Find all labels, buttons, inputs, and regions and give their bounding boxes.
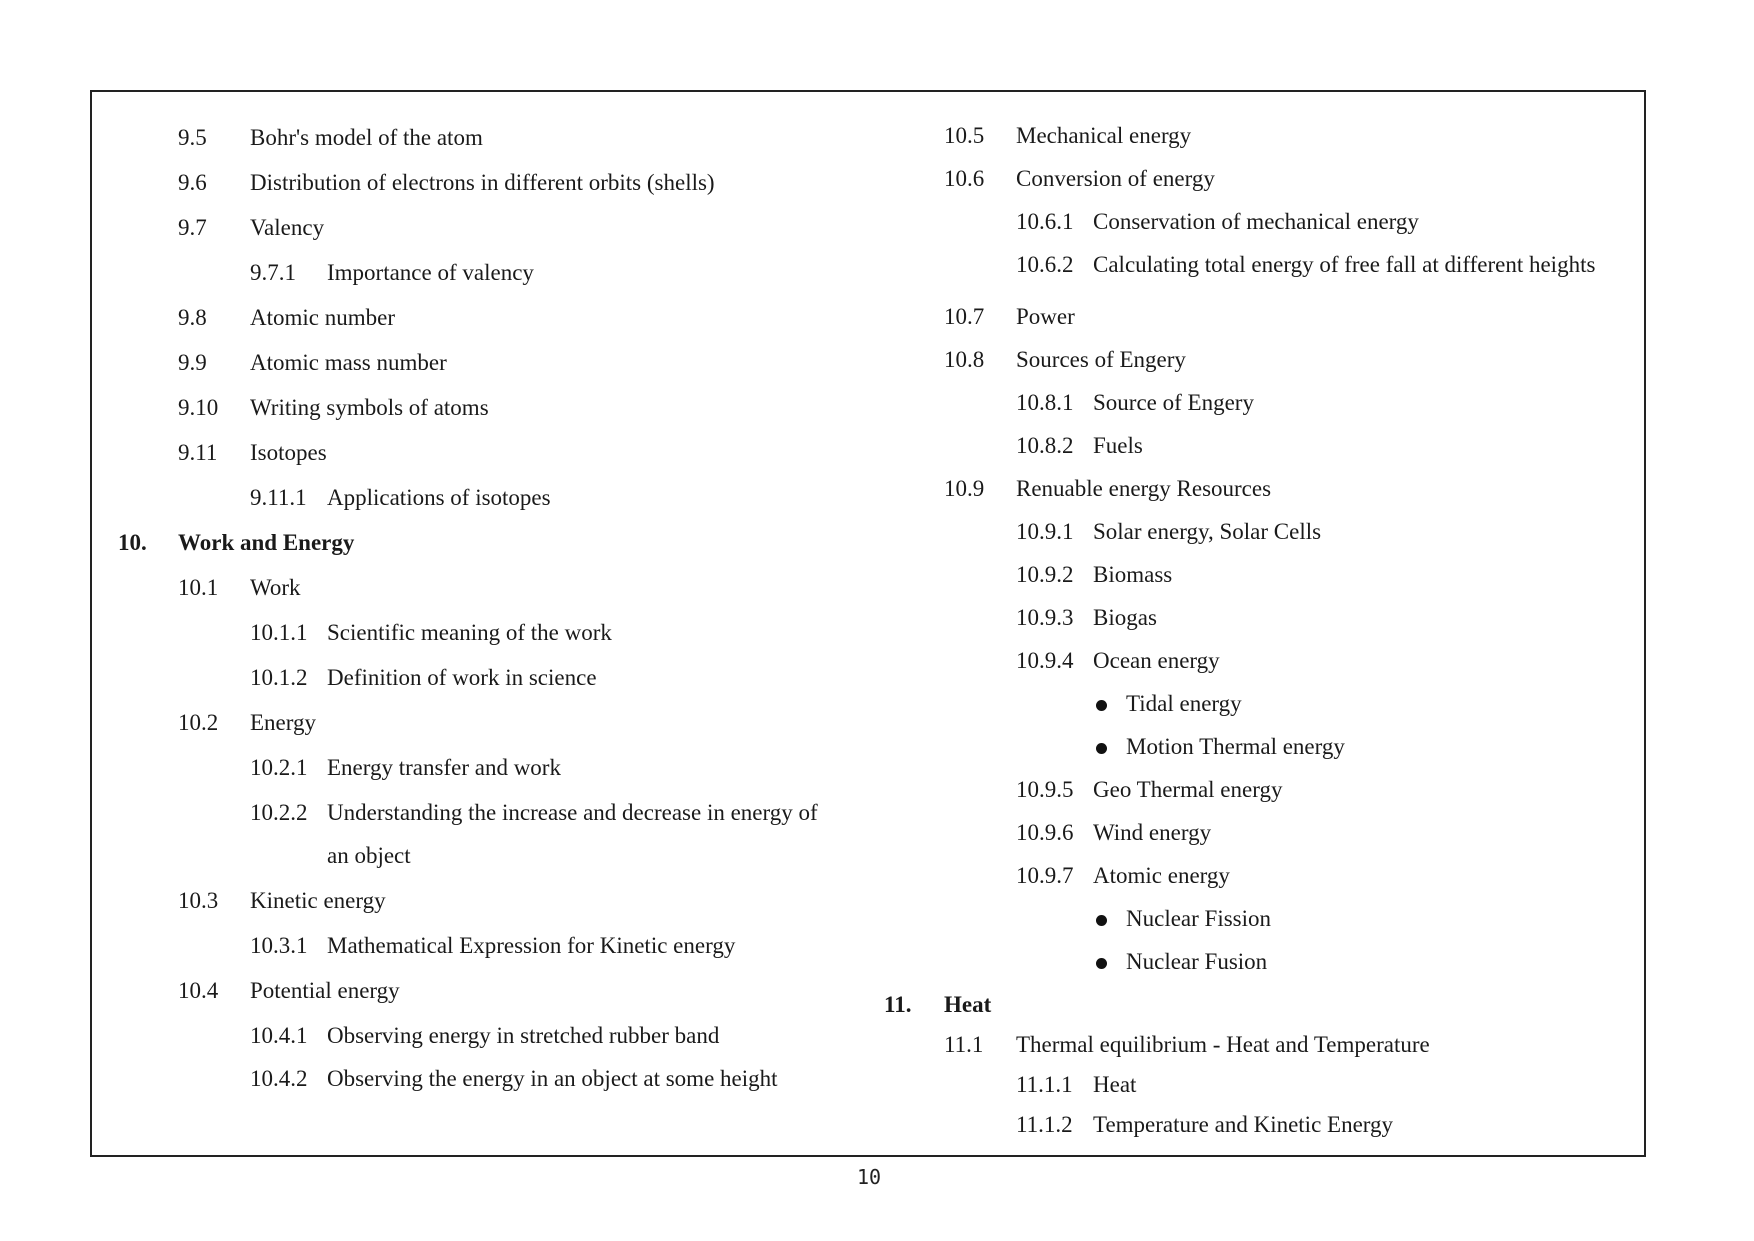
toc-number: 10.9 bbox=[944, 476, 985, 501]
bullet-icon bbox=[1096, 915, 1107, 926]
toc-title: Source of Engery bbox=[1093, 390, 1254, 415]
chapter-number: 10. bbox=[118, 530, 147, 555]
bullet-icon bbox=[1096, 700, 1107, 711]
toc-title: Heat bbox=[1093, 1072, 1137, 1097]
toc-number: 10.6 bbox=[944, 166, 985, 191]
toc-title: Isotopes bbox=[250, 440, 327, 465]
toc-title: Thermal equilibrium - Heat and Temperature bbox=[1016, 1032, 1430, 1057]
toc-number: 10.9.6 bbox=[1016, 820, 1074, 845]
chapter-title: Work and Energy bbox=[178, 530, 355, 555]
toc-number: 9.8 bbox=[178, 305, 207, 330]
toc-title: Atomic mass number bbox=[250, 350, 447, 375]
toc-number: 10.9.2 bbox=[1016, 562, 1074, 587]
toc-title: Power bbox=[1016, 304, 1075, 329]
toc-title: Energy bbox=[250, 710, 317, 735]
toc-number: 10.2.1 bbox=[250, 755, 308, 780]
toc-title: Ocean energy bbox=[1093, 648, 1220, 673]
bullet-text: Nuclear Fission bbox=[1126, 906, 1272, 931]
toc-title: Sources of Engery bbox=[1016, 347, 1186, 372]
toc-title: Definition of work in science bbox=[327, 665, 597, 690]
toc-title: Calculating total energy of free fall at different heights bbox=[1093, 252, 1596, 277]
toc-number: 10.2 bbox=[178, 710, 219, 735]
toc-number: 9.6 bbox=[178, 170, 207, 195]
bullet-text: Motion Thermal energy bbox=[1126, 734, 1345, 759]
toc-number: 10.1 bbox=[178, 575, 219, 600]
toc-title: Work bbox=[250, 575, 301, 600]
toc-title: Importance of valency bbox=[327, 260, 534, 285]
toc-title: Temperature and Kinetic Energy bbox=[1093, 1112, 1394, 1137]
toc-title: Potential energy bbox=[250, 978, 400, 1003]
toc-number: 10.3.1 bbox=[250, 933, 308, 958]
toc-number: 10.2.2 bbox=[250, 800, 308, 825]
toc-title: Wind energy bbox=[1093, 820, 1212, 845]
toc-number: 9.10 bbox=[178, 395, 219, 420]
bullet-text: Nuclear Fusion bbox=[1126, 949, 1268, 974]
toc-title: Observing energy in stretched rubber band bbox=[327, 1023, 720, 1048]
toc-number: 11.1.2 bbox=[1016, 1112, 1073, 1137]
toc-number: 9.9 bbox=[178, 350, 207, 375]
toc-title: Scientific meaning of the work bbox=[327, 620, 612, 645]
chapter-number: 11. bbox=[884, 992, 912, 1017]
toc-number: 10.1.2 bbox=[250, 665, 308, 690]
toc-number: 10.4.2 bbox=[250, 1066, 308, 1091]
toc-title: an object bbox=[327, 843, 411, 868]
toc-number: 11.1.1 bbox=[1016, 1072, 1073, 1097]
toc-number: 10.7 bbox=[944, 304, 985, 329]
chapter-title: Heat bbox=[944, 992, 992, 1017]
toc-title: Conversion of energy bbox=[1016, 166, 1215, 191]
toc-title: Mechanical energy bbox=[1016, 123, 1192, 148]
toc-number: 10.4.1 bbox=[250, 1023, 308, 1048]
toc-number: 10.1.1 bbox=[250, 620, 308, 645]
toc-title: Kinetic energy bbox=[250, 888, 386, 913]
bullet-icon bbox=[1096, 743, 1107, 754]
toc-number: 10.8.2 bbox=[1016, 433, 1074, 458]
toc-number: 10.4 bbox=[178, 978, 219, 1003]
bullet-icon bbox=[1096, 958, 1107, 969]
toc-title: Energy transfer and work bbox=[327, 755, 561, 780]
toc-number: 10.6.1 bbox=[1016, 209, 1074, 234]
toc-number: 10.6.2 bbox=[1016, 252, 1074, 277]
toc-number: 10.5 bbox=[944, 123, 985, 148]
toc-number: 10.9.3 bbox=[1016, 605, 1074, 630]
toc-title: Atomic number bbox=[250, 305, 395, 330]
toc-number: 10.9.4 bbox=[1016, 648, 1074, 673]
toc-title: Fuels bbox=[1093, 433, 1143, 458]
toc-title: Renuable energy Resources bbox=[1016, 476, 1272, 501]
toc-title: Bohr's model of the atom bbox=[250, 125, 483, 150]
toc-number: 9.5 bbox=[178, 125, 207, 150]
toc-title: Conservation of mechanical energy bbox=[1093, 209, 1419, 234]
toc-number: 10.9.5 bbox=[1016, 777, 1074, 802]
toc-title: Valency bbox=[250, 215, 325, 240]
toc-number: 9.11 bbox=[178, 440, 218, 465]
toc-title: Understanding the increase and decrease in energy of bbox=[327, 800, 818, 825]
bullet-text: Tidal energy bbox=[1126, 691, 1242, 716]
toc-title: Geo Thermal energy bbox=[1093, 777, 1283, 802]
toc-title: Atomic energy bbox=[1093, 863, 1230, 888]
toc-number: 10.8.1 bbox=[1016, 390, 1074, 415]
toc-number: 10.8 bbox=[944, 347, 985, 372]
toc-number: 11.1 bbox=[944, 1032, 984, 1057]
page-number: 10 bbox=[856, 1165, 882, 1189]
toc-number: 9.7 bbox=[178, 215, 207, 240]
toc-title: Biogas bbox=[1093, 605, 1157, 630]
toc-number: 10.3 bbox=[178, 888, 219, 913]
toc-title: Observing the energy in an object at some height bbox=[327, 1066, 778, 1091]
toc-title: Biomass bbox=[1093, 562, 1173, 587]
toc-title: Distribution of electrons in different orbits (shells) bbox=[250, 170, 715, 195]
toc-number: 10.9.7 bbox=[1016, 863, 1074, 888]
toc-title: Writing symbols of atoms bbox=[250, 395, 489, 420]
toc-title: Applications of isotopes bbox=[327, 485, 551, 510]
toc-title: Solar energy, Solar Cells bbox=[1093, 519, 1322, 544]
toc-number: 9.7.1 bbox=[250, 260, 296, 285]
toc-title: Mathematical Expression for Kinetic energy bbox=[327, 933, 736, 958]
toc-number: 9.11.1 bbox=[250, 485, 307, 510]
toc-number: 10.9.1 bbox=[1016, 519, 1074, 544]
